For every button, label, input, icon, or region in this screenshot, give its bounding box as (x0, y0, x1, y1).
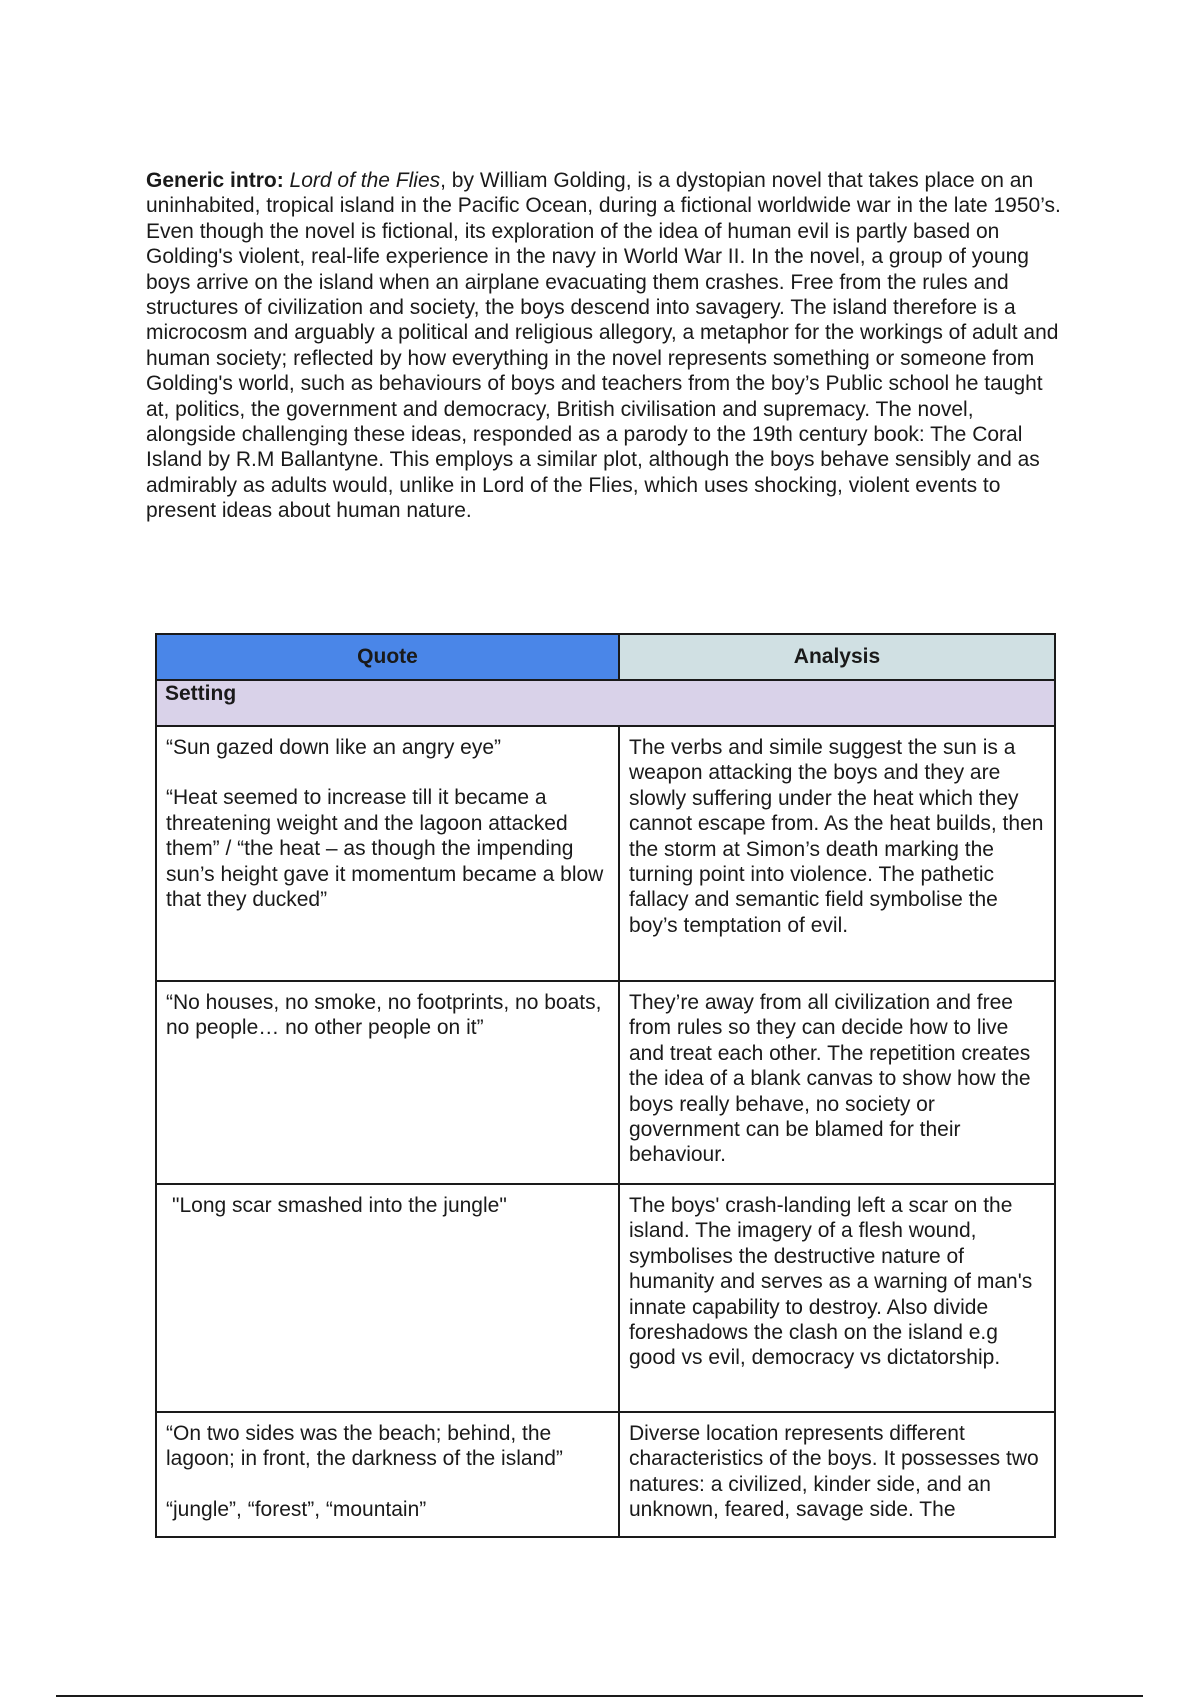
analysis-cell (619, 726, 1055, 981)
quote-cell (156, 981, 619, 1184)
intro-text: , by William Golding, is a dystopian novel that takes place on an uninhabited, tropical island in the Pacific Ocean, during a fictional worldwide war in the late 1950’s. Even though the novel is fictional, its exploration of the idea of human evil is partly based on Golding's violent, real-life experience in the navy in World War II. In the novel, a group of young boys arrive on the island when an airplane evacuating them crashes. Free from the rules and structures of civilization and society, the boys descend into savagery. The island therefore is a microcosm and arguably a political and religious allegory, a metaphor for the workings of adult and human society; reflected by how everything in the novel represents something or someone from Golding's world, such as behaviours of boys and teachers from the boy’s Public school he taught at, politics, the government and democracy, British civilisation and supremacy. The novel, alongside challenging these ideas, responded as a parody to the 19th century book: The Coral Island by R.M Ballantyne. This employs a similar plot, although the boys behave sensibly and as admirably as adults would, unlike in Lord of the Flies, which uses shocking, violent events to present ideas about human nature. (146, 169, 1061, 523)
quote-text: “jungle”, “forest”, “mountain” (166, 1497, 427, 1521)
quote-cell (156, 1412, 619, 1537)
quote-cell (156, 1184, 619, 1412)
quote-text: “On two sides was the beach; behind, the lagoon; in front, the darkness of the island” (166, 1422, 563, 1471)
quote-cell (156, 726, 619, 981)
quote-text: “Sun gazed down like an angry eye” (166, 736, 502, 759)
analysis-text: They’re away from all civilization and free from rules so they can decide how to live and treat each other. The repetition creates the idea of a blank canvas to show how the boys really behave, no society or government can be blamed for their behaviour. (629, 991, 1031, 1167)
table-row (156, 1412, 1055, 1537)
section-row (156, 680, 1055, 726)
quote-column-header: Quote (156, 634, 619, 680)
quote-analysis-table (155, 633, 1056, 1538)
analysis-text: The boys' crash-landing left a scar on the island. The imagery of a flesh wound, symbolises the destructive nature of humanity and serves as a warning of man's innate capability to destroy. Also divide foreshadows the clash on the island e.g good vs evil, democracy vs dictatorship. (629, 1194, 1033, 1370)
analysis-cell (619, 1184, 1055, 1412)
quote-text: “No houses, no smoke, no footprints, no boats, no people… no other people on it” (166, 991, 602, 1040)
table-row (156, 726, 1055, 981)
intro-book-title: Lord of the Flies (289, 169, 441, 192)
analysis-column-header: Analysis (619, 634, 1055, 680)
intro-paragraph (146, 168, 1066, 524)
analysis-cell (619, 1412, 1055, 1537)
section-title-setting: Setting (156, 680, 1055, 726)
analysis-text: The verbs and simile suggest the sun is a weapon attacking the boys and they are slowly suffering under the heat which they cannot escape from. As the heat builds, then the storm at Simon’s death marking the turning point into violence. The pathetic fallacy and semantic field symbolise the boy’s temptation of evil. (629, 736, 1044, 937)
analysis-text: Diverse location represents different characteristics of the boys. It possesses two natures: a civilized, kinder side, and an unknown, feared, savage side. The (629, 1422, 1039, 1522)
page-bottom-rule (56, 1695, 1143, 1697)
table-row (156, 981, 1055, 1184)
quote-text: "Long scar smashed into the jungle" (172, 1194, 507, 1217)
analysis-cell (619, 981, 1055, 1184)
intro-label: Generic intro: (146, 169, 284, 192)
quote-text: “Heat seemed to increase till it became a threatening weight and the lagoon attacked them” / “the heat – as though the impending sun’s height gave it momentum became a blow that they ducked” (166, 786, 604, 912)
table-row (156, 1184, 1055, 1412)
table-header-row (156, 634, 1055, 680)
